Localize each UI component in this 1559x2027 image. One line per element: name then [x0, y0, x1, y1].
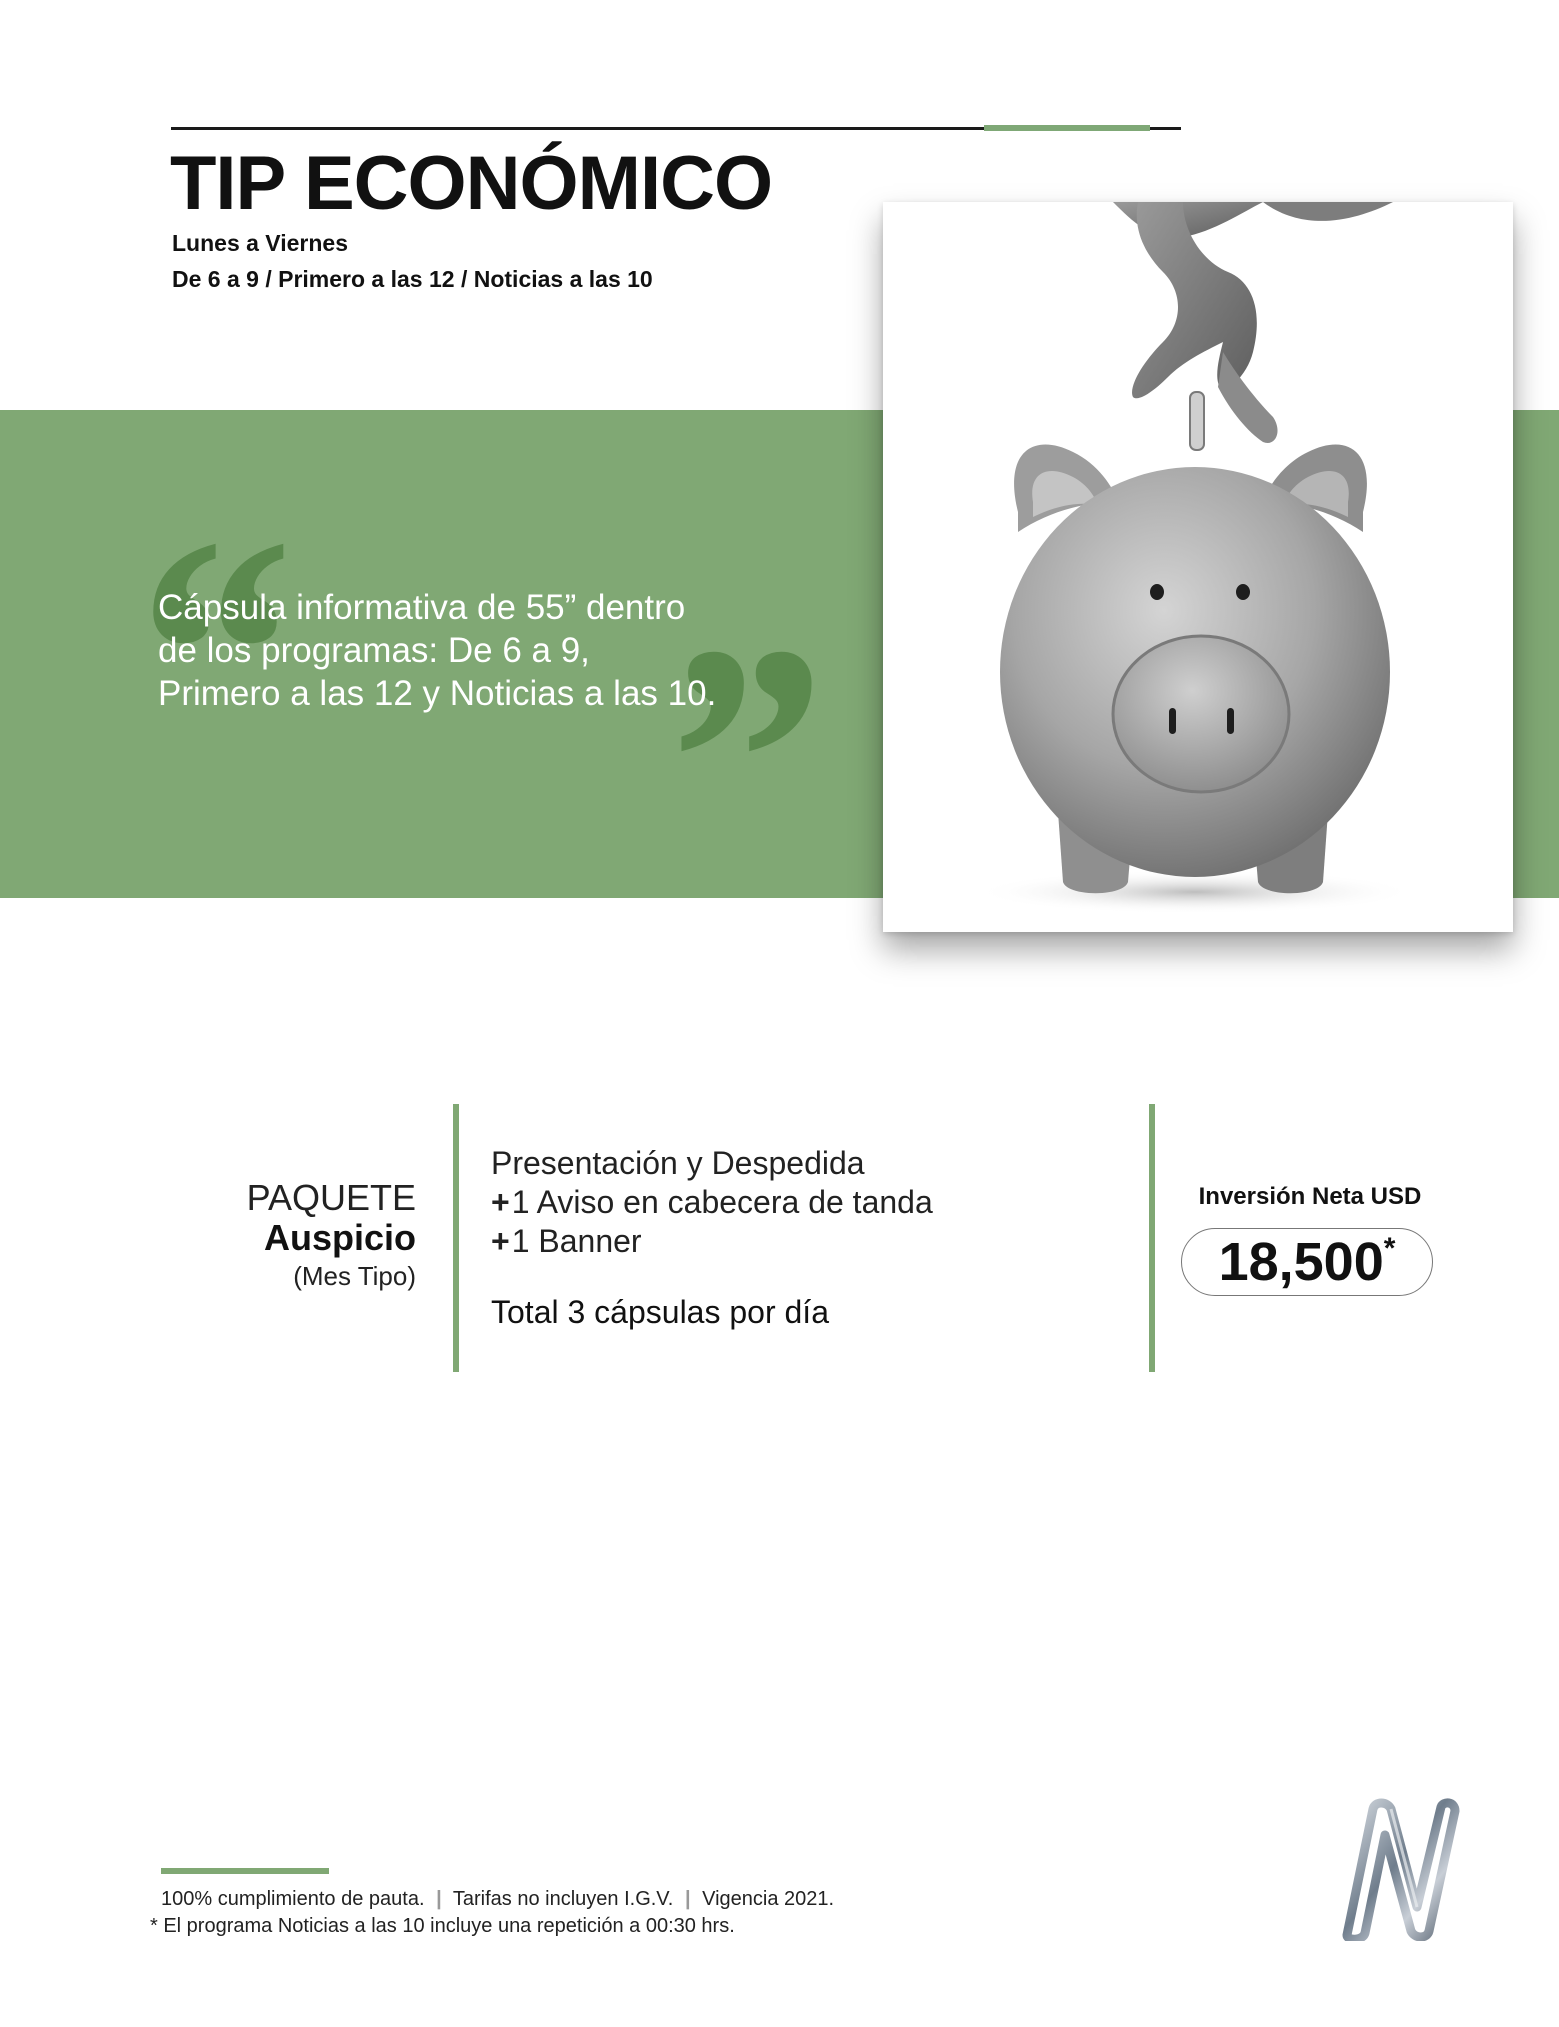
package-label-line1: PAQUETE: [246, 1177, 416, 1218]
footer-footnote: * El programa Noticias a las 10 incluye una repetición a 00:30 hrs.: [150, 1915, 735, 1937]
feature-total: Total 3 cápsulas por día: [491, 1294, 829, 1330]
footer-note: Tarifas no incluyen I.G.V.: [452, 1888, 674, 1910]
open-quote-icon: “: [122, 470, 287, 835]
feature-item: [491, 1222, 933, 1261]
divider-right: [1149, 1104, 1155, 1372]
header-accent-rule: [984, 125, 1150, 131]
page-title: TIP ECONÓMICO: [170, 141, 773, 226]
footer-note: 100% cumplimiento de pauta.: [161, 1888, 425, 1910]
feature-main: Presentación y Despedida: [491, 1145, 865, 1181]
footer-separator: |: [684, 1888, 691, 1910]
quote-line: de los programas: De 6 a 9,: [158, 631, 590, 670]
n-logo-icon: [1333, 1797, 1475, 1941]
price-value: 18,500: [1218, 1232, 1384, 1292]
package-label: [150, 1178, 416, 1294]
footer-accent-rule: [161, 1868, 329, 1874]
price-asterisk: *: [1383, 1232, 1396, 1265]
package-features: [491, 1144, 933, 1332]
package-period: (Mes Tipo): [293, 1261, 416, 1291]
piggy-bank-photo: [883, 202, 1513, 932]
quote-line: Cápsula informativa de 55” dentro: [158, 588, 686, 627]
schedule-programs: De 6 a 9 / Primero a las 12 / Noticias a las 10: [172, 266, 653, 292]
price-badge: [1181, 1228, 1433, 1296]
footer-notes: [161, 1888, 834, 1911]
divider-left: [453, 1104, 459, 1372]
schedule-days: Lunes a Viernes: [172, 230, 348, 256]
package-name: Auspicio: [263, 1217, 416, 1258]
close-quote-icon: ”: [652, 578, 817, 943]
investment-label: Inversión Neta USD: [1198, 1183, 1422, 1210]
feature-item-label: 1 Aviso en cabecera de tanda: [511, 1184, 933, 1220]
footer-note: Vigencia 2021.: [702, 1888, 835, 1910]
feature-item-label: 1 Banner: [511, 1223, 642, 1259]
plus-icon: +: [491, 1223, 510, 1259]
quote-line: Primero a las 12 y Noticias a las 10.: [158, 674, 717, 713]
footer-separator: |: [436, 1888, 442, 1910]
plus-icon: +: [491, 1184, 510, 1220]
feature-item: [491, 1183, 933, 1222]
quote-text: [158, 586, 798, 715]
